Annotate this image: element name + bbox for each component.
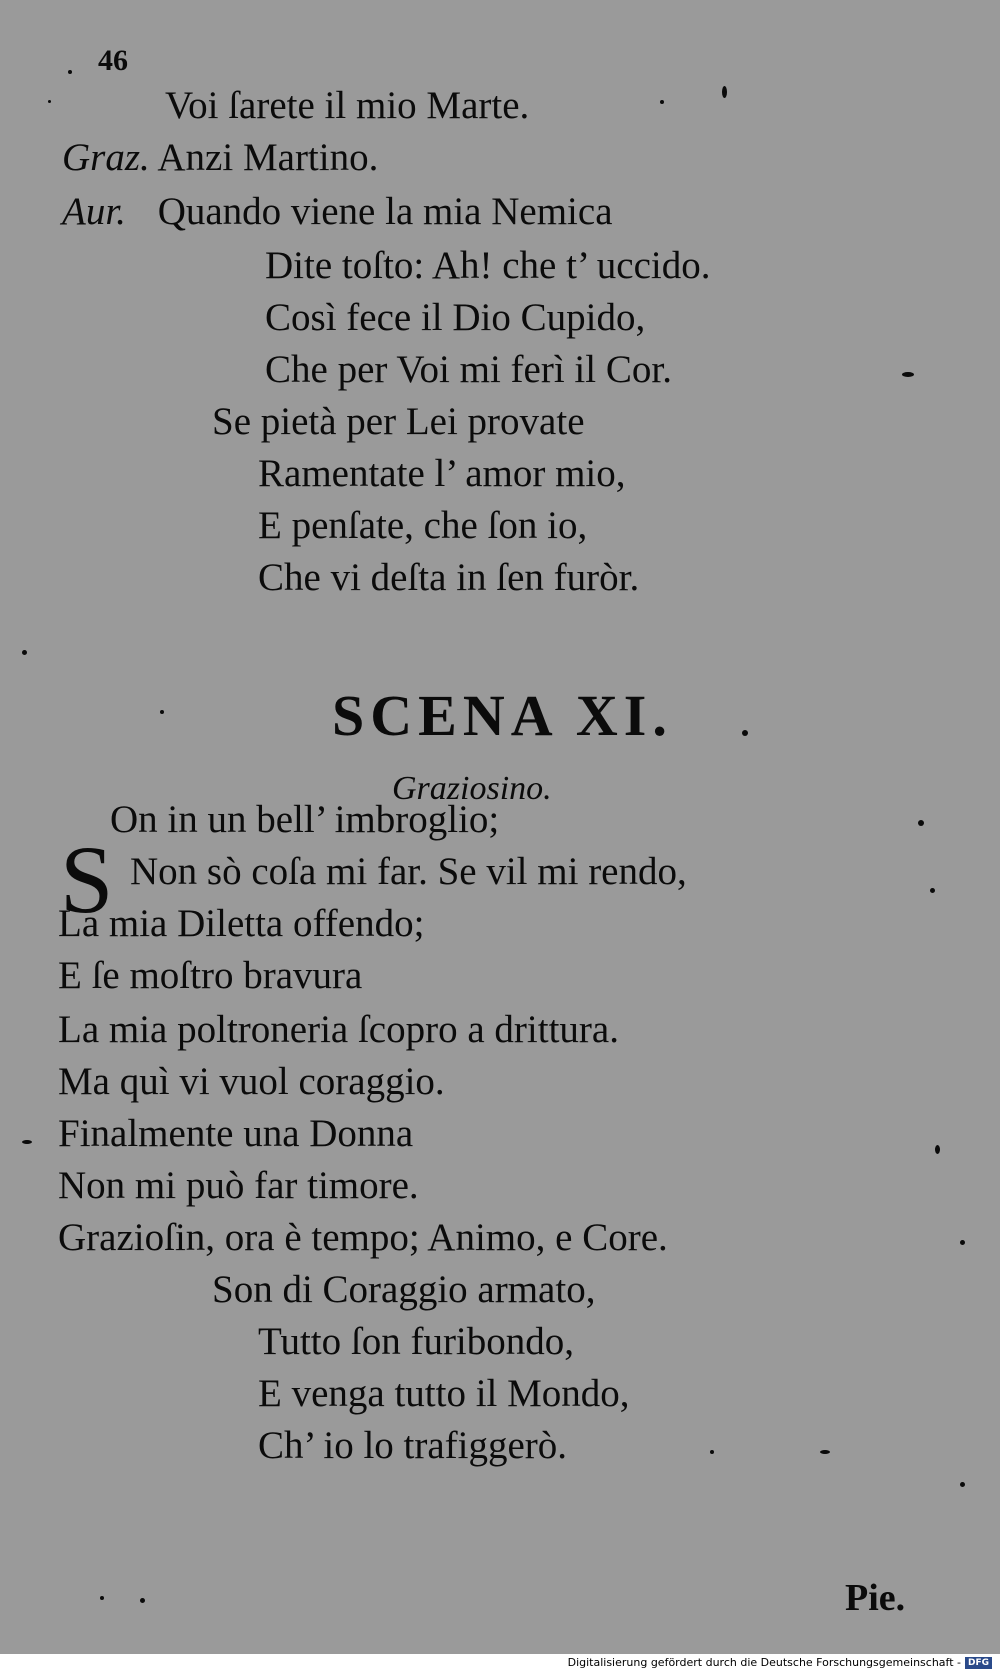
verse-text: E ſe moſtro bravura: [58, 954, 363, 997]
verse-text: Tutto ſon furibondo,: [258, 1320, 575, 1363]
verse-text: Non mi può far timore.: [58, 1164, 419, 1207]
scan-speck: [930, 888, 935, 893]
scan-speck: [160, 710, 164, 714]
dfg-logo: DFG: [965, 1657, 992, 1669]
verse-line: [258, 1374, 630, 1413]
verse-text: Anzi Martino.: [157, 136, 379, 179]
verse-line: [258, 506, 587, 545]
verse-text: Son di Coraggio armato,: [212, 1268, 596, 1311]
footer-text: Digitalisierung gefördert durch die Deutsche Forschungsgemeinschaft -: [567, 1656, 961, 1669]
scan-speck: [935, 1145, 940, 1154]
verse-text: Voi ſarete il mio Marte.: [165, 84, 530, 127]
scan-speck: [68, 70, 72, 74]
scan-speck: [960, 1240, 965, 1245]
catchword: Pie.: [845, 1577, 906, 1619]
verse-text: Che vi deſta in ſen furòr.: [258, 556, 640, 599]
verse-line: [58, 1010, 619, 1049]
verse-text: La mia poltroneria ſcopro a drittura.: [58, 1008, 619, 1051]
verse-line: [265, 350, 672, 389]
verse-text: Ma quì vi vuol coraggio.: [58, 1060, 445, 1103]
verse-line: [258, 1322, 574, 1361]
verse-line: [130, 852, 687, 891]
verse-text: Non sò coſa mi far. Se vil mi rendo,: [130, 850, 687, 893]
verse-line: [58, 904, 424, 943]
verse-text: Grazioſin, ora è tempo; Animo, e Core.: [58, 1216, 668, 1259]
scan-speck: [918, 820, 924, 826]
scan-speck: [902, 372, 914, 377]
scan-speck: [100, 1596, 104, 1600]
scan-speck: [722, 86, 727, 98]
scan-speck: [660, 100, 664, 104]
scan-speck: [960, 1482, 965, 1487]
verse-line: [258, 1426, 567, 1465]
verse-line: [58, 956, 362, 995]
verse-line: [58, 1166, 419, 1205]
verse-line: [212, 1270, 595, 1309]
scan-speck: [140, 1598, 145, 1603]
speaker-label: Aur.: [62, 190, 126, 233]
verse-text: La mia Diletta offendo;: [58, 902, 425, 945]
verse-text: E venga tutto il Mondo,: [258, 1372, 630, 1415]
scan-speck: [742, 730, 748, 736]
verse-text: Se pietà per Lei provate: [212, 400, 585, 443]
speaker-label: Graz.: [62, 136, 150, 179]
verse-line: [62, 192, 613, 231]
verse-line: [58, 1114, 413, 1153]
scene-speaker: Graziosino.: [392, 770, 552, 807]
verse-text: Ch’ io lo trafiggerò.: [258, 1424, 568, 1467]
verse-line: [258, 454, 626, 493]
verse-text: Finalmente una Donna: [58, 1112, 414, 1155]
verse-text: Così fece il Dio Cupido,: [265, 296, 646, 339]
verse-line: [58, 1062, 445, 1101]
verse-text: Che per Voi mi ferì il Cor.: [265, 348, 672, 391]
drop-cap: S: [60, 826, 114, 933]
verse-text: Ramentate l’ amor mio,: [258, 452, 626, 495]
page-number: 46: [98, 44, 128, 77]
scan-speck: [710, 1450, 714, 1454]
scan-speck: [22, 650, 27, 655]
verse-line: [165, 86, 529, 125]
verse-line: [62, 138, 378, 177]
scan-speck: [48, 100, 51, 103]
scene-title: SCENA XI.: [332, 683, 673, 748]
verse-line: [58, 1218, 668, 1257]
verse-text: On in un bell’ imbroglio;: [110, 798, 500, 841]
verse-line: [110, 800, 499, 839]
verse-text: E penſate, che ſon io,: [258, 504, 588, 547]
verse-line: [265, 298, 645, 337]
scan-speck: [22, 1140, 32, 1144]
verse-text: Dite toſto: Ah! che t’ uccido.: [265, 244, 711, 287]
scan-speck: [820, 1450, 830, 1454]
verse-line: [212, 402, 585, 441]
digitization-footer: [568, 1656, 992, 1669]
verse-line: [258, 558, 639, 597]
verse-text: Quando viene la mia Nemica: [157, 190, 613, 233]
verse-line: [265, 246, 711, 285]
